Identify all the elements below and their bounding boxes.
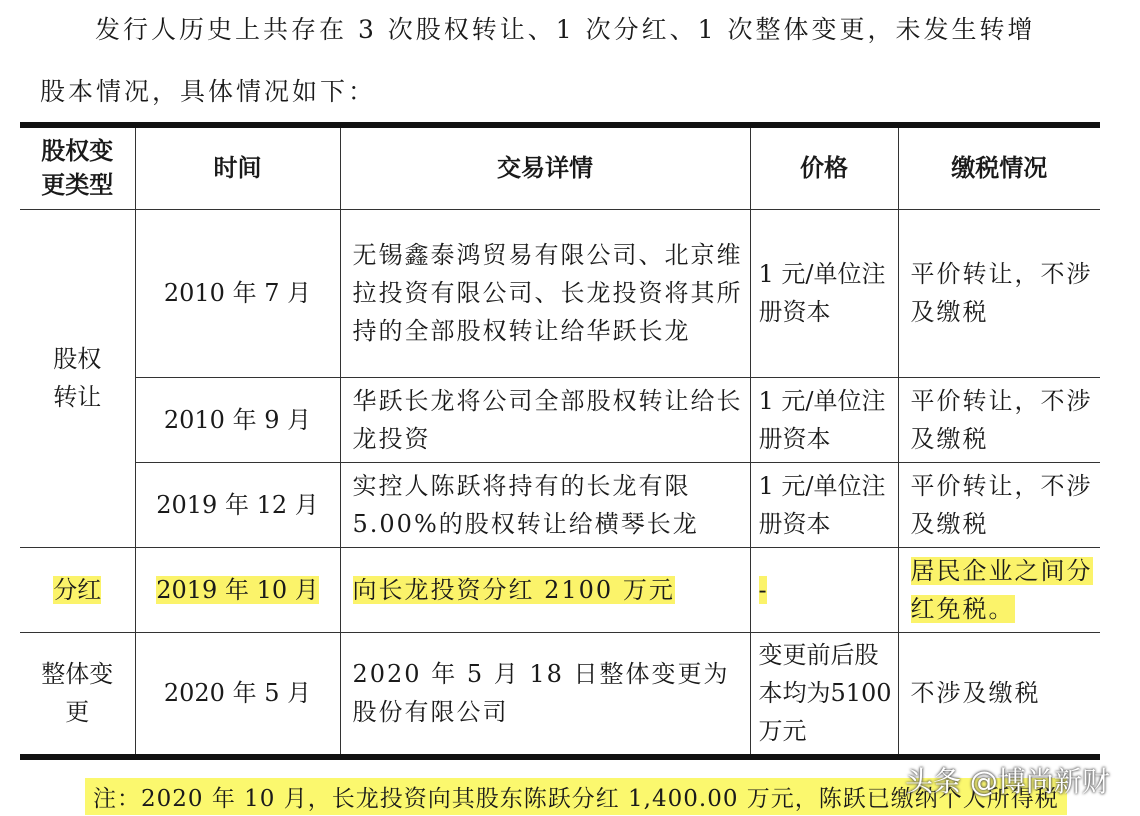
price-cell: 变更前后股本均为5100 万元 bbox=[750, 632, 898, 757]
header-price: 价格 bbox=[750, 125, 898, 209]
table-row bbox=[20, 209, 1100, 377]
type-cell: 股权转让 bbox=[20, 209, 135, 547]
header-type: 股权变更类型 bbox=[20, 125, 135, 209]
detail-cell: 2020 年 5 月 18 日整体变更为股份有限公司 bbox=[340, 632, 750, 757]
type-cell: 整体变更 bbox=[20, 632, 135, 757]
footnote: 注：2020 年 10 月，长龙投资向其股东陈跃分红 1,400.00 万元，陈跃已缴纳个人所得税 bbox=[85, 778, 1067, 815]
watermark: 头条 @博尚新财 bbox=[905, 765, 1110, 798]
table-row bbox=[20, 462, 1100, 547]
detail-cell: 向长龙投资分红 2100 万元 bbox=[340, 547, 750, 632]
price-cell: 1 元/单位注册资本 bbox=[750, 209, 898, 377]
time-cell: 2010 年 7 月 bbox=[135, 209, 340, 377]
price-cell: 1 元/单位注册资本 bbox=[750, 462, 898, 547]
table-header-row bbox=[20, 125, 1100, 209]
tax-cell: 居民企业之间分红免税。 bbox=[898, 547, 1100, 632]
header-tax: 缴税情况 bbox=[898, 125, 1100, 209]
time-cell: 2019 年 12 月 bbox=[135, 462, 340, 547]
price-cell: - bbox=[750, 547, 898, 632]
time-cell: 2019 年 10 月 bbox=[135, 547, 340, 632]
table-row bbox=[20, 632, 1100, 757]
detail-cell: 无锡鑫泰鸿贸易有限公司、北京维拉投资有限公司、长龙投资将其所持的全部股权转让给华跃长龙 bbox=[340, 209, 750, 377]
type-cell: 分红 bbox=[20, 547, 135, 632]
detail-cell: 实控人陈跃将持有的长龙有限5.00%的股权转让给横琴长龙 bbox=[340, 462, 750, 547]
header-time: 时间 bbox=[135, 125, 340, 209]
time-cell: 2010 年 9 月 bbox=[135, 377, 340, 462]
table-row-dividend bbox=[20, 547, 1100, 632]
equity-change-table bbox=[20, 122, 1100, 760]
time-cell: 2020 年 5 月 bbox=[135, 632, 340, 757]
tax-cell: 不涉及缴税 bbox=[898, 632, 1100, 757]
tax-cell: 平价转让，不涉及缴税 bbox=[898, 377, 1100, 462]
table-row bbox=[20, 377, 1100, 462]
detail-cell: 华跃长龙将公司全部股权转让给长龙投资 bbox=[340, 377, 750, 462]
tax-cell: 平价转让，不涉及缴税 bbox=[898, 462, 1100, 547]
tax-cell: 平价转让，不涉及缴税 bbox=[898, 209, 1100, 377]
price-cell: 1 元/单位注册资本 bbox=[750, 377, 898, 462]
intro-line-1: 发行人历史上共存在 3 次股权转让、1 次分红、1 次整体变更，未发生转增 bbox=[95, 15, 1036, 44]
intro-line-2: 股本情况，具体情况如下： bbox=[40, 77, 377, 106]
header-detail: 交易详情 bbox=[340, 125, 750, 209]
